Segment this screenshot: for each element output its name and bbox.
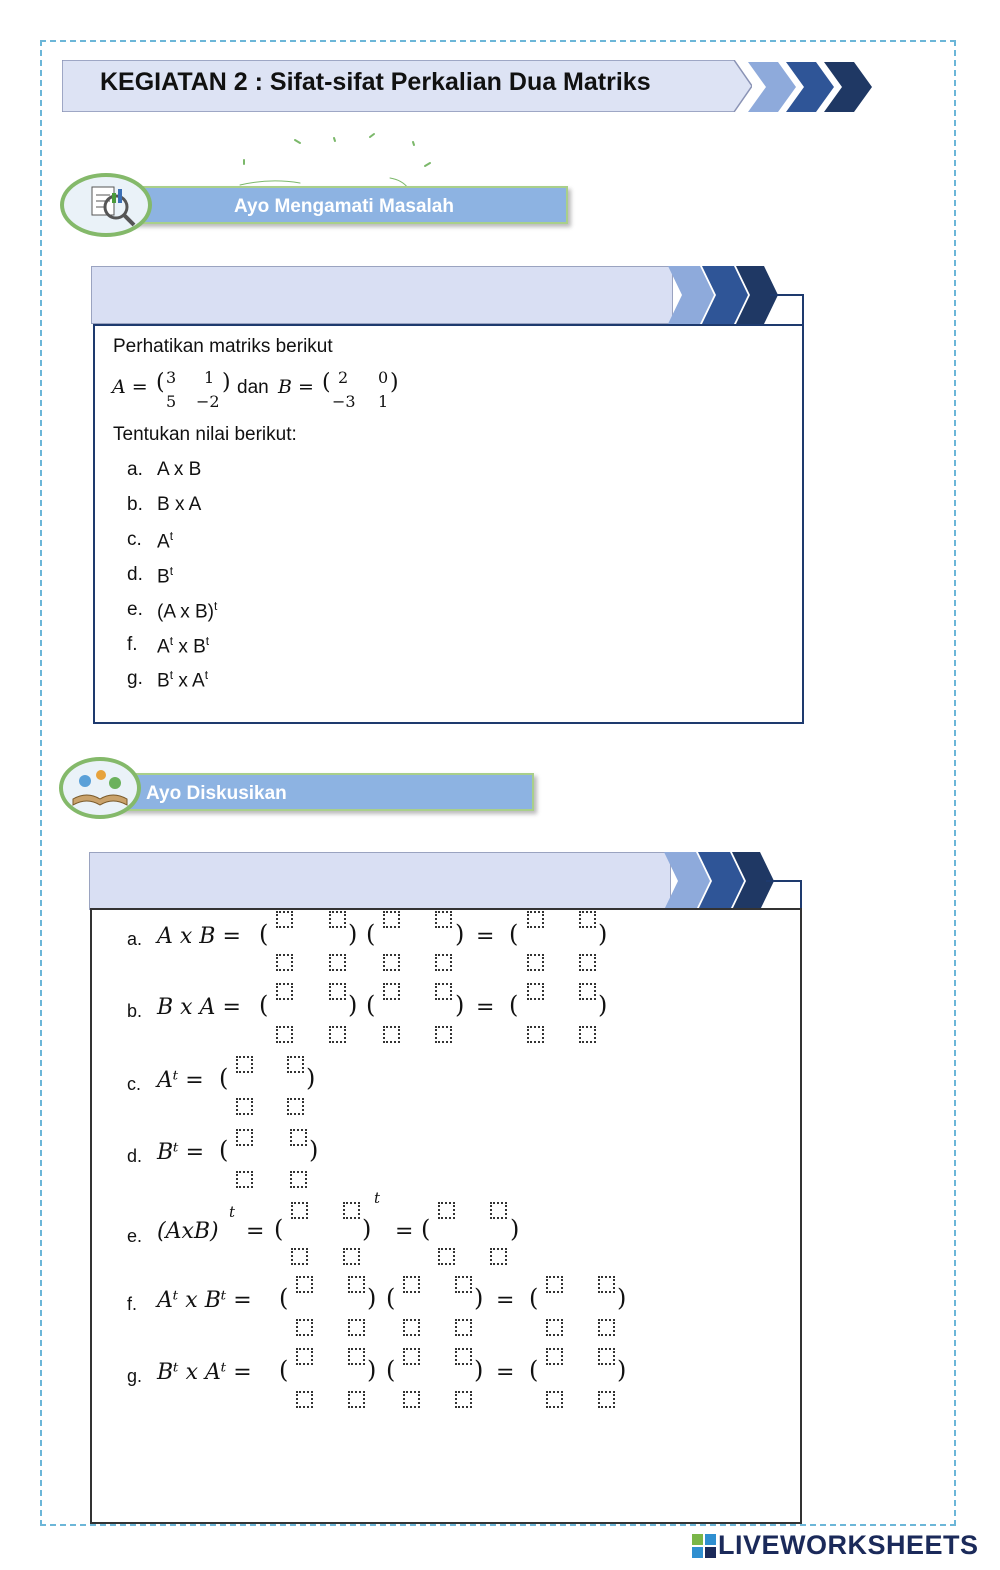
liveworksheets-logo-icon xyxy=(692,1534,716,1558)
answer-blank[interactable] xyxy=(455,1391,472,1408)
answer-blank[interactable] xyxy=(296,1348,313,1365)
answer-blank[interactable] xyxy=(329,911,346,928)
box1-chevrons xyxy=(668,266,778,324)
list-item: a. A x B xyxy=(127,459,202,480)
answer-blank[interactable] xyxy=(438,1248,455,1265)
answer-blank[interactable] xyxy=(383,911,400,928)
answer-blank[interactable] xyxy=(276,954,293,971)
answer-blank[interactable] xyxy=(343,1248,360,1265)
answer-blank[interactable] xyxy=(403,1391,420,1408)
answer-blank[interactable] xyxy=(455,1276,472,1293)
box2-chevrons xyxy=(664,852,774,910)
section-label-text: Ayo Mengamati Masalah xyxy=(234,196,454,217)
answer-blank[interactable] xyxy=(329,954,346,971)
decor-dashes xyxy=(230,130,450,190)
list-item: b. B x A xyxy=(127,494,202,515)
answer-blank[interactable] xyxy=(296,1276,313,1293)
answer-blank[interactable] xyxy=(276,911,293,928)
answer-blank[interactable] xyxy=(546,1319,563,1336)
answer-lhs: Bᵗ x Aᵗ = xyxy=(157,1360,252,1385)
answer-blank[interactable] xyxy=(276,983,293,1000)
matrix-b-22: 1 xyxy=(378,392,389,411)
section-label-text: Ayo Diskusikan xyxy=(146,783,287,804)
answer-blank[interactable] xyxy=(403,1319,420,1336)
section-label-mengamati xyxy=(120,186,568,224)
answer-blank[interactable] xyxy=(296,1319,313,1336)
liveworksheets-logo: LIVEWORKSHEETS xyxy=(718,1530,979,1560)
book-icon xyxy=(59,757,141,819)
answer-blank[interactable] xyxy=(435,911,452,928)
answer-blank[interactable] xyxy=(598,1348,615,1365)
answer-blank[interactable] xyxy=(546,1348,563,1365)
list-item: g. $B^t$ x $A^t$ xyxy=(127,668,209,692)
answer-lhs: Aᵗ = xyxy=(157,1068,204,1093)
matrix-a-name: A = xyxy=(112,376,148,398)
answer-blank[interactable] xyxy=(435,954,452,971)
title-chevrons xyxy=(748,60,872,114)
matrix-a-12: 1 xyxy=(204,368,215,387)
section-label-diskusikan xyxy=(112,773,534,811)
answer-blank[interactable] xyxy=(290,1129,307,1146)
answer-blank[interactable] xyxy=(527,911,544,928)
matrix-a-22: −2 xyxy=(196,392,220,411)
answer-blank[interactable] xyxy=(291,1248,308,1265)
answer-blank[interactable] xyxy=(383,983,400,1000)
matrix-b-21: −3 xyxy=(332,392,356,411)
answer-blank[interactable] xyxy=(598,1391,615,1408)
matrix-b-name: B = xyxy=(278,376,314,398)
answer-blank[interactable] xyxy=(403,1276,420,1293)
answer-blank[interactable] xyxy=(546,1276,563,1293)
matrix-b-11: 2 xyxy=(338,368,349,387)
answer-blank[interactable] xyxy=(455,1348,472,1365)
answer-blank[interactable] xyxy=(329,1026,346,1043)
answer-blank[interactable] xyxy=(598,1319,615,1336)
answer-blank[interactable] xyxy=(287,1056,304,1073)
answer-blank[interactable] xyxy=(348,1348,365,1365)
answer-blank[interactable] xyxy=(236,1056,253,1073)
answer-blank[interactable] xyxy=(343,1202,360,1219)
matrix-a-21: 5 xyxy=(166,392,177,411)
answer-blank[interactable] xyxy=(348,1319,365,1336)
answer-blank[interactable] xyxy=(329,983,346,1000)
answer-lhs: (AxB) xyxy=(157,1219,219,1244)
answer-blank[interactable] xyxy=(403,1348,420,1365)
box1-corner xyxy=(770,294,804,326)
problem-intro: Perhatikan matriks berikut xyxy=(113,336,333,357)
magnifier-icon xyxy=(60,173,152,237)
page-title: KEGIATAN 2 : Sifat-sifat Perkalian Dua Matriks xyxy=(100,68,651,96)
answer-blank[interactable] xyxy=(348,1276,365,1293)
answer-lhs: Aᵗ x Bᵗ = xyxy=(157,1288,252,1313)
answer-blank[interactable] xyxy=(435,983,452,1000)
answer-blank[interactable] xyxy=(276,1026,293,1043)
answer-lhs: A x B = xyxy=(157,924,241,949)
answer-blank[interactable] xyxy=(527,1026,544,1043)
answer-blank[interactable] xyxy=(296,1391,313,1408)
answer-box-header xyxy=(89,852,671,910)
matrix-b-12: 0 xyxy=(378,368,389,387)
answer-blank[interactable] xyxy=(527,954,544,971)
answer-blank[interactable] xyxy=(383,954,400,971)
answer-lhs: B x A = xyxy=(157,995,241,1020)
problem-task: Tentukan nilai berikut: xyxy=(113,424,297,445)
answer-blank[interactable] xyxy=(287,1098,304,1115)
answer-blank[interactable] xyxy=(455,1319,472,1336)
answer-blank[interactable] xyxy=(490,1202,507,1219)
list-item: e. (A x B)$^t$ xyxy=(127,599,218,623)
answer-blank[interactable] xyxy=(598,1276,615,1293)
list-item: c. $A^t$ xyxy=(127,529,174,553)
answer-blank[interactable] xyxy=(579,911,596,928)
answer-blank[interactable] xyxy=(236,1129,253,1146)
answer-blank[interactable] xyxy=(490,1248,507,1265)
answer-blank[interactable] xyxy=(236,1098,253,1115)
answer-lhs: Bᵗ = xyxy=(157,1140,205,1165)
answer-blank[interactable] xyxy=(579,954,596,971)
problem-box-header xyxy=(91,266,673,324)
answer-blank[interactable] xyxy=(527,983,544,1000)
answer-blank[interactable] xyxy=(435,1026,452,1043)
matrix-a-11: 3 xyxy=(166,368,177,387)
list-item: f. $A^t$ x $B^t$ xyxy=(127,634,210,658)
answer-blank[interactable] xyxy=(383,1026,400,1043)
answer-blank[interactable] xyxy=(290,1171,307,1188)
connector-dan: dan xyxy=(237,377,269,398)
answer-blank[interactable] xyxy=(546,1391,563,1408)
list-item: d. $B^t$ xyxy=(127,564,174,588)
answer-blank[interactable] xyxy=(291,1202,308,1219)
answer-blank[interactable] xyxy=(579,983,596,1000)
answer-blank[interactable] xyxy=(438,1202,455,1219)
problem-box xyxy=(93,324,804,724)
answer-blank[interactable] xyxy=(236,1171,253,1188)
answer-blank[interactable] xyxy=(348,1391,365,1408)
answer-blank[interactable] xyxy=(579,1026,596,1043)
